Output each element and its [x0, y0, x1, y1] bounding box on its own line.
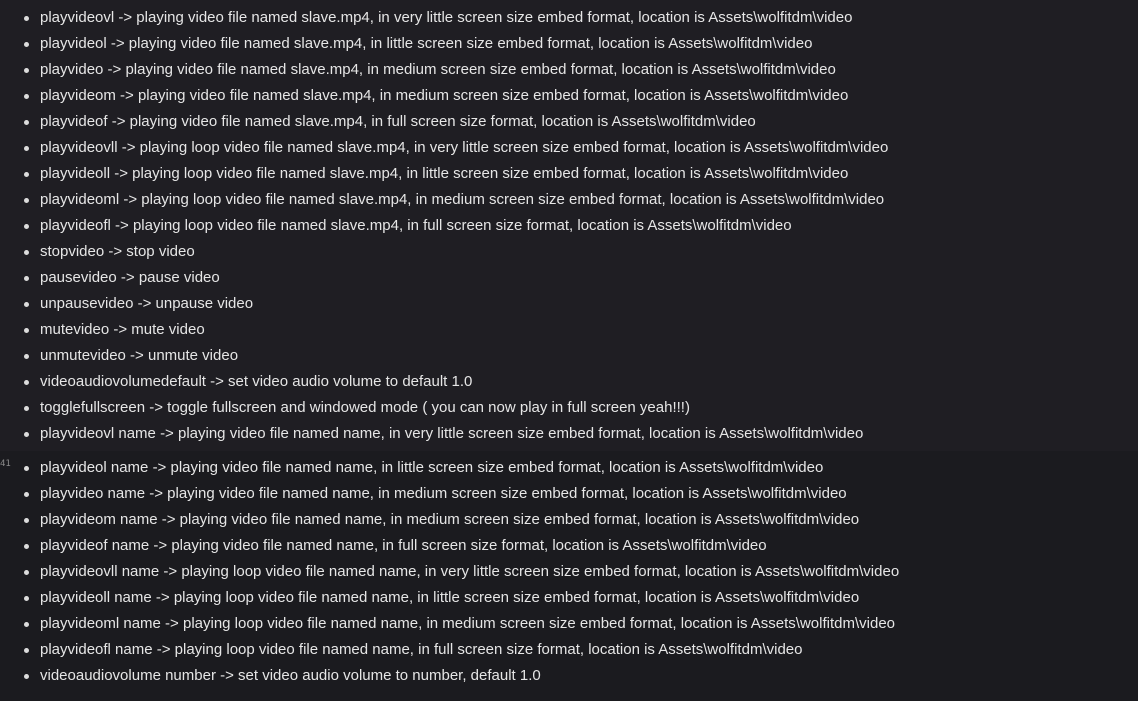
list-item-text: playvideoll name -> playing loop video file named name, in little screen size embed format, location is Assets\wolfitdm\video [40, 589, 860, 606]
bullet-icon [24, 466, 29, 471]
list-item-text: playvideo -> playing video file named slave.mp4, in medium screen size embed format, location is Assets\wolfitdm\video [40, 61, 836, 78]
list-item-text: playvideof name -> playing video file named name, in full screen size format, location is Assets\wolfitdm\video [40, 537, 767, 554]
list-item [0, 57, 1138, 83]
list-item [0, 161, 1138, 187]
list-item-text: playvideovll -> playing loop video file named slave.mp4, in very little screen size embed format, location is Assets\wolfitdm\video [40, 139, 889, 156]
list-item [0, 239, 1138, 265]
list-item [0, 395, 1138, 421]
bullet-icon [24, 570, 29, 575]
bullet-icon [24, 276, 29, 281]
list-item [0, 31, 1138, 57]
list-item-text: playvideof -> playing video file named slave.mp4, in full screen size format, location is Assets\wolfitdm\video [40, 113, 756, 130]
list-item-text: playvideovl -> playing video file named slave.mp4, in very little screen size embed format, location is Assets\wolfitdm\video [40, 9, 853, 26]
bullet-icon [24, 544, 29, 549]
bullet-icon [24, 224, 29, 229]
list-item [0, 507, 1138, 533]
list-item-text: playvideom name -> playing video file named name, in medium screen size embed format, location is Assets\wolfitdm\video [40, 511, 860, 528]
list-item [0, 291, 1138, 317]
command-list-top [0, 5, 1138, 447]
list-item [0, 83, 1138, 109]
bullet-icon [24, 250, 29, 255]
list-item [0, 637, 1138, 663]
bullet-icon [24, 328, 29, 333]
list-item [0, 533, 1138, 559]
bullet-icon [24, 596, 29, 601]
bullet-icon [24, 172, 29, 177]
list-item [0, 5, 1138, 31]
bullet-icon [24, 648, 29, 653]
bullet-icon [24, 120, 29, 125]
list-item [0, 265, 1138, 291]
bullet-icon [24, 622, 29, 627]
list-item [0, 559, 1138, 585]
list-item-text: videoaudiovolumedefault -> set video audio volume to default 1.0 [40, 373, 473, 390]
bullet-icon [24, 94, 29, 99]
bullet-icon [24, 518, 29, 523]
bullet-icon [24, 16, 29, 21]
list-item-text: playvideol name -> playing video file named name, in little screen size embed format, location is Assets\wolfitdm\video [40, 459, 824, 476]
bullet-icon [24, 492, 29, 497]
bullet-icon [24, 198, 29, 203]
list-item-text: mutevideo -> mute video [40, 321, 205, 338]
list-item [0, 369, 1138, 395]
list-item-text: playvideoml -> playing loop video file named slave.mp4, in medium screen size embed format, location is Assets\wolfitdm\video [40, 191, 885, 208]
bullet-icon [24, 432, 29, 437]
list-item-text: unpausevideo -> unpause video [40, 295, 254, 312]
command-list-bottom [0, 455, 1138, 689]
list-item-text: playvideovl name -> playing video file named name, in very little screen size embed format, location is Assets\wolfitdm\video [40, 425, 864, 442]
list-item [0, 663, 1138, 689]
line-number: 41 [0, 459, 11, 469]
bullet-icon [24, 406, 29, 411]
list-item-text: playvideovll name -> playing loop video file named name, in very little screen size embed format, location is Assets\wolfitdm\video [40, 563, 900, 580]
list-item [0, 585, 1138, 611]
bullet-icon [24, 42, 29, 47]
list-item [0, 187, 1138, 213]
bullet-icon [24, 354, 29, 359]
list-item [0, 343, 1138, 369]
list-item-text: playvideoml name -> playing loop video file named name, in medium screen size embed format, location is Assets\wolfitdm\video [40, 615, 895, 632]
list-item-text: togglefullscreen -> toggle fullscreen and windowed mode ( you can now play in full screen yeah!!!) [40, 399, 690, 416]
list-item [0, 317, 1138, 343]
bullet-icon [24, 674, 29, 679]
list-item [0, 455, 1138, 481]
list-item-text: stopvideo -> stop video [40, 243, 195, 260]
list-item-text: playvideofl name -> playing loop video file named name, in full screen size format, location is Assets\wolfitdm\video [40, 641, 803, 658]
list-item-text: playvideol -> playing video file named slave.mp4, in little screen size embed format, location is Assets\wolfitdm\video [40, 35, 813, 52]
list-item [0, 109, 1138, 135]
list-item-text: pausevideo -> pause video [40, 269, 220, 286]
list-item-text: playvideo name -> playing video file named name, in medium screen size embed format, location is Assets\wolfitdm\video [40, 485, 847, 502]
list-item-text: unmutevideo -> unmute video [40, 347, 239, 364]
list-item [0, 213, 1138, 239]
bullet-icon [24, 146, 29, 151]
bullet-icon [24, 68, 29, 73]
list-item-text: playvideofl -> playing loop video file named slave.mp4, in full screen size format, location is Assets\wolfitdm\video [40, 217, 792, 234]
bullet-icon [24, 302, 29, 307]
list-item [0, 421, 1138, 447]
list-item-text: videoaudiovolume number -> set video audio volume to number, default 1.0 [40, 667, 541, 684]
list-item [0, 481, 1138, 507]
bullet-icon [24, 380, 29, 385]
list-item-text: playvideoll -> playing loop video file named slave.mp4, in little screen size embed format, location is Assets\wolfitdm\video [40, 165, 849, 182]
list-item-text: playvideom -> playing video file named slave.mp4, in medium screen size embed format, location is Assets\wolfitdm\video [40, 87, 849, 104]
list-item [0, 611, 1138, 637]
list-item [0, 135, 1138, 161]
